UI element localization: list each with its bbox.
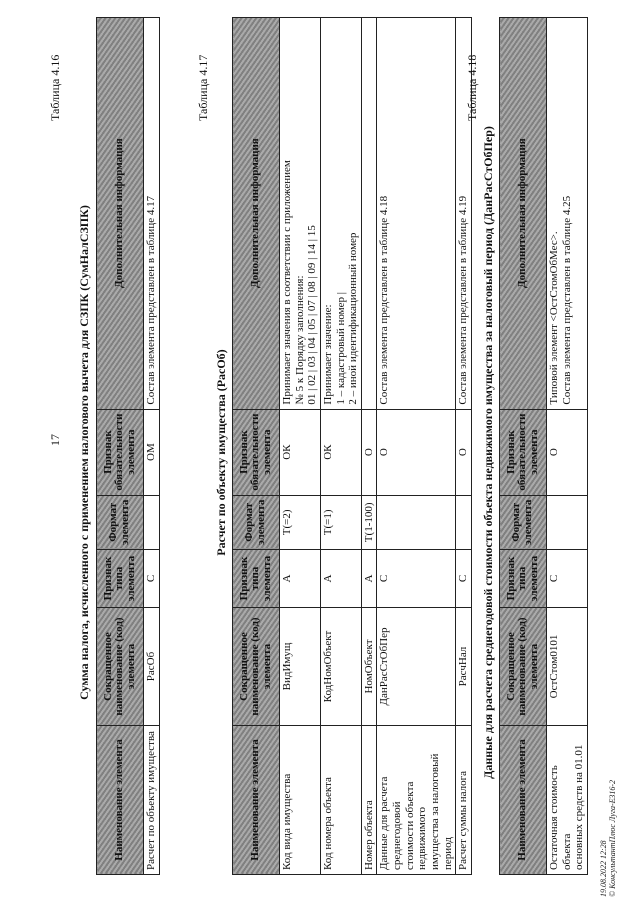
table-row [377, 17, 456, 874]
table-4-16-label: Таблица 4.16 [48, 54, 62, 121]
stamp-source: © КонсультантПлюс Луга-ЕЗ16-2 [607, 779, 617, 897]
table-4-18 [499, 17, 588, 875]
header-name: Наименование элемента [97, 726, 144, 875]
cell-required: О [547, 409, 588, 495]
cell-code: РасОб [144, 608, 160, 726]
cell-code: КодНомОбъект [320, 608, 361, 726]
info-line: 1 – кадастровый номер | [334, 292, 347, 405]
table-4-17-label: Таблица 4.17 [196, 54, 210, 121]
name-line: имущества за налоговый период [429, 753, 454, 870]
header-format: Формат элемента [97, 495, 144, 549]
info-line: 2 – иной идентификационный номер [347, 232, 360, 405]
cell-info [361, 17, 377, 409]
page-number: 17 [48, 434, 62, 446]
info-line: Состав элемента представлен в таблице 4.25 [560, 195, 573, 405]
header-info: Дополнительная информация [233, 17, 280, 409]
info-line: Принимает значения в соответствии с приложением [281, 160, 293, 405]
name-line: Остаточная стоимость объекта [548, 765, 573, 870]
info-line: 01 | 02 | 03 | 04 | 05 | 07 | 08 | 09 | 14 | 15 [306, 225, 319, 405]
info-line: Принимает значение: [321, 304, 334, 405]
cell-info: Состав элемента представлен в таблице 4.19 [456, 17, 472, 409]
header-type: Признак типа элемента [500, 550, 547, 608]
cell-type: С [456, 550, 472, 608]
cell-format [144, 495, 160, 549]
name-line: основных средств на 01.01 [573, 744, 586, 870]
cell-required: ОМ [144, 409, 160, 495]
table-4-16-title: Сумма налога, исчисленного с применением налогового вычета для СЗПК (СумНалСЗПК) [77, 205, 91, 700]
cell-format [377, 495, 456, 549]
cell-required: ОК [280, 409, 321, 495]
table-4-16 [96, 17, 160, 875]
table-row [361, 17, 377, 874]
cell-required: О [456, 409, 472, 495]
cell-name: Код вида имущества [280, 726, 321, 875]
cell-type: С [377, 550, 456, 608]
name-line: Данные для расчета среднегодовой [378, 776, 404, 870]
cell-type: А [320, 550, 361, 608]
cell-required: О [361, 409, 377, 495]
cell-format [547, 495, 588, 549]
header-name: Наименование элемента [500, 726, 547, 875]
stamp-date: 19.08.2022 12:28 [599, 840, 608, 897]
cell-format: Т(1-100) [361, 495, 377, 549]
header-code: Сокращенное наименование (код) элемента [233, 608, 280, 726]
table-4-17-title: Расчет по объекту имущества (РасОб) [214, 349, 228, 556]
table-4-17 [232, 17, 472, 875]
cell-code: НомОбъект [361, 608, 377, 726]
print-stamp [600, 780, 618, 897]
cell-name [547, 726, 588, 875]
cell-name: Расчет суммы налога [456, 726, 472, 875]
header-info: Дополнительная информация [500, 17, 547, 409]
cell-required: ОК [320, 409, 361, 495]
header-code: Сокращенное наименование (код) элемента [500, 608, 547, 726]
info-line: № 5 к Порядку заполнения: [293, 275, 306, 405]
header-required: Признак обязательности элемента [97, 409, 144, 495]
cell-type: А [280, 550, 321, 608]
table-row [320, 17, 361, 874]
cell-code: ОстСтом0101 [547, 608, 588, 726]
cell-format: Т(=1) [320, 495, 361, 549]
header-format: Формат элемента [233, 495, 280, 549]
header-type: Признак типа элемента [97, 550, 144, 608]
cell-format [456, 495, 472, 549]
cell-code: РасчНал [456, 608, 472, 726]
cell-code: ДанРасСтОбПер [377, 608, 456, 726]
cell-code: ВидИмущ [280, 608, 321, 726]
header-format: Формат элемента [500, 495, 547, 549]
header-info: Дополнительная информация [97, 17, 144, 409]
header-name: Наименование элемента [233, 726, 280, 875]
table-row [456, 17, 472, 874]
cell-type: А [361, 550, 377, 608]
cell-info [280, 17, 321, 409]
header-required: Признак обязательности элемента [233, 409, 280, 495]
cell-required: О [377, 409, 456, 495]
table-4-18-title: Данные для расчета среднегодовой стоимости объекта недвижимого имущества за налоговый период (ДанРасСтОбПер) [481, 126, 495, 779]
info-line: Типовой элемент <ОстСтомОбМес>. [548, 231, 560, 405]
cell-info [547, 17, 588, 409]
table-row [280, 17, 321, 874]
cell-type: С [144, 550, 160, 608]
cell-name: Расчет по объекту имущества [144, 726, 160, 875]
cell-info: Состав элемента представлен в таблице 4.18 [377, 17, 456, 409]
name-line: стоимости объекта недвижимого [403, 781, 429, 870]
cell-name: Код номера объекта [320, 726, 361, 875]
cell-name [377, 726, 456, 875]
header-required: Признак обязательности элемента [500, 409, 547, 495]
table-row [547, 17, 588, 874]
cell-format: Т(=2) [280, 495, 321, 549]
cell-name: Номер объекта [361, 726, 377, 875]
table-row [144, 17, 160, 874]
cell-info [320, 17, 361, 409]
header-code: Сокращенное наименование (код) элемента [97, 608, 144, 726]
table-4-18-label: Таблица 4.18 [465, 54, 479, 121]
cell-type: С [547, 550, 588, 608]
cell-info: Состав элемента представлен в таблице 4.17 [144, 17, 160, 409]
header-type: Признак типа элемента [233, 550, 280, 608]
